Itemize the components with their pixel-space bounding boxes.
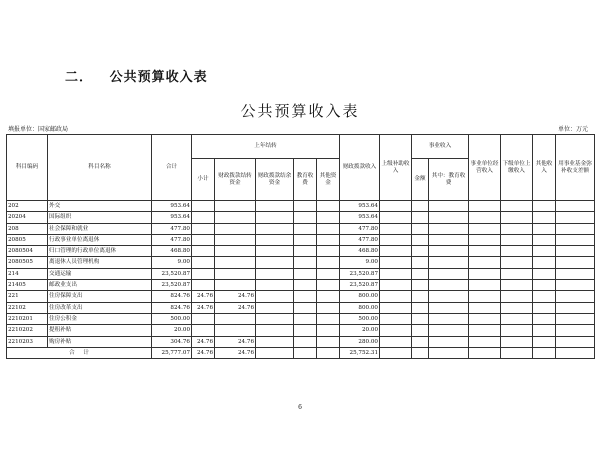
header-prev-other: 其他资金 — [317, 159, 340, 201]
cell-empty — [380, 257, 412, 268]
cell-prev-appropriation: 24.76 — [215, 291, 256, 302]
cell-total: 23,520.87 — [152, 268, 192, 279]
header-prev-appropriation: 财政拨款结转资金 — [215, 159, 256, 201]
cell-code: 2210203 — [7, 336, 48, 347]
cell-prev-special — [256, 246, 294, 257]
table-row — [7, 291, 595, 302]
cell-empty — [501, 268, 533, 279]
cell-code: 221 — [7, 291, 48, 302]
cell-prev-subtotal: 24.76 — [192, 336, 215, 347]
cell-prev-other — [317, 246, 340, 257]
cell-fiscal: 477.80 — [340, 234, 380, 245]
cell-prev-appropriation — [215, 234, 256, 245]
cell-code: 2080504 — [7, 246, 48, 257]
cell-prev-subtotal — [192, 268, 215, 279]
cell-code: 202 — [7, 201, 48, 212]
cell-prev-other — [317, 234, 340, 245]
cell-prev-special — [256, 336, 294, 347]
cell-empty — [556, 336, 595, 347]
cell-empty — [317, 347, 340, 358]
cell-empty — [556, 212, 595, 223]
cell-empty — [469, 302, 501, 313]
header-career-amount: 金额 — [412, 159, 429, 201]
cell-total: 304.76 — [152, 336, 192, 347]
cell-empty — [469, 223, 501, 234]
cell-empty — [380, 280, 412, 291]
cell-empty — [380, 336, 412, 347]
header-total: 合计 — [152, 135, 192, 201]
cell-empty — [501, 280, 533, 291]
cell-fiscal: 468.80 — [340, 246, 380, 257]
cell-prev-subtotal — [192, 280, 215, 291]
table-row — [7, 223, 595, 234]
cell-empty — [429, 347, 469, 358]
table-row — [7, 212, 595, 223]
cell-empty — [501, 291, 533, 302]
cell-empty — [533, 291, 556, 302]
cell-prev-other — [317, 201, 340, 212]
cell-total: 824.76 — [152, 291, 192, 302]
table-row — [7, 234, 595, 245]
cell-empty — [469, 313, 501, 324]
cell-prev-appropriation — [215, 201, 256, 212]
cell-prev-appropriation — [215, 268, 256, 279]
cell-prev-other — [317, 280, 340, 291]
cell-prev-other — [317, 257, 340, 268]
cell-empty — [380, 234, 412, 245]
cell-empty — [469, 336, 501, 347]
cell-name: 国际组织 — [48, 212, 152, 223]
cell-prev-subtotal — [192, 234, 215, 245]
cell-prev-appropriation — [215, 246, 256, 257]
cell-empty — [533, 201, 556, 212]
cell-empty — [380, 223, 412, 234]
cell-prev-other — [317, 313, 340, 324]
cell-name: 社会保障和就业 — [48, 223, 152, 234]
total-prev-subtotal: 24.76 — [192, 347, 215, 358]
cell-empty — [256, 347, 294, 358]
cell-prev-special — [256, 302, 294, 313]
cell-empty — [380, 302, 412, 313]
cell-empty — [501, 201, 533, 212]
cell-empty — [556, 257, 595, 268]
cell-prev-education — [294, 212, 317, 223]
cell-total: 23,520.87 — [152, 280, 192, 291]
cell-prev-education — [294, 280, 317, 291]
cell-fiscal: 953.64 — [340, 212, 380, 223]
cell-empty — [429, 313, 469, 324]
cell-prev-appropriation: 24.76 — [215, 302, 256, 313]
cell-empty — [501, 212, 533, 223]
cell-empty — [501, 246, 533, 257]
cell-empty — [412, 212, 429, 223]
cell-empty — [380, 347, 412, 358]
table-title: 公共预算收入表 — [240, 102, 360, 120]
cell-prev-education — [294, 246, 317, 257]
cell-name: 离退休人员管理机构 — [48, 257, 152, 268]
cell-fiscal: 280.00 — [340, 336, 380, 347]
table-row — [7, 280, 595, 291]
cell-total: 9.00 — [152, 257, 192, 268]
table-row — [7, 246, 595, 257]
cell-prev-special — [256, 212, 294, 223]
header-code: 科目编码 — [7, 135, 48, 201]
cell-name: 交通运输 — [48, 268, 152, 279]
cell-empty — [533, 212, 556, 223]
cell-prev-subtotal: 24.76 — [192, 302, 215, 313]
cell-prev-subtotal — [192, 313, 215, 324]
cell-code: 2080505 — [7, 257, 48, 268]
cell-prev-education — [294, 336, 317, 347]
cell-empty — [412, 223, 429, 234]
cell-fiscal: 477.80 — [340, 223, 380, 234]
cell-empty — [429, 257, 469, 268]
cell-fiscal: 9.00 — [340, 257, 380, 268]
table-row — [7, 268, 595, 279]
cell-empty — [429, 336, 469, 347]
cell-code: 214 — [7, 268, 48, 279]
cell-name: 住房改革支出 — [48, 302, 152, 313]
cell-code: 2210202 — [7, 325, 48, 336]
cell-prev-special — [256, 234, 294, 245]
cell-empty — [412, 257, 429, 268]
cell-empty — [556, 302, 595, 313]
cell-empty — [469, 268, 501, 279]
cell-prev-education — [294, 201, 317, 212]
cell-code: 20204 — [7, 212, 48, 223]
cell-prev-education — [294, 234, 317, 245]
cell-total: 953.64 — [152, 201, 192, 212]
cell-empty — [501, 234, 533, 245]
cell-total: 953.64 — [152, 212, 192, 223]
header-prev-special: 财政拨款结余资金 — [256, 159, 294, 201]
table-row — [7, 313, 595, 324]
cell-prev-special — [256, 257, 294, 268]
cell-prev-education — [294, 257, 317, 268]
cell-empty — [556, 201, 595, 212]
cell-empty — [469, 347, 501, 358]
total-fiscal: 25,752.31 — [340, 347, 380, 358]
cell-prev-subtotal — [192, 325, 215, 336]
cell-empty — [429, 280, 469, 291]
cell-prev-other — [317, 212, 340, 223]
cell-fiscal: 23,520.87 — [340, 268, 380, 279]
cell-code: 208 — [7, 223, 48, 234]
cell-name: 外交 — [48, 201, 152, 212]
cell-empty — [533, 325, 556, 336]
cell-empty — [469, 234, 501, 245]
header-operating: 事业单位经营收入 — [469, 135, 501, 201]
cell-empty — [501, 313, 533, 324]
cell-fiscal: 20.00 — [340, 325, 380, 336]
total-label: 合 计 — [7, 347, 152, 358]
cell-empty — [429, 246, 469, 257]
cell-prev-other — [317, 336, 340, 347]
cell-empty — [429, 223, 469, 234]
cell-empty — [429, 325, 469, 336]
cell-empty — [429, 291, 469, 302]
header-prev-subtotal: 小计 — [192, 159, 215, 201]
cell-empty — [556, 246, 595, 257]
cell-prev-special — [256, 201, 294, 212]
header-other-income: 其他收入 — [533, 135, 556, 201]
cell-prev-education — [294, 325, 317, 336]
cell-prev-other — [317, 291, 340, 302]
cell-prev-special — [256, 313, 294, 324]
budget-table — [6, 134, 595, 359]
cell-empty — [412, 336, 429, 347]
header-fund-use: 用事业基金弥补收支差额 — [556, 135, 595, 201]
cell-fiscal: 953.64 — [340, 201, 380, 212]
cell-empty — [412, 280, 429, 291]
cell-empty — [501, 325, 533, 336]
cell-empty — [412, 291, 429, 302]
cell-prev-subtotal — [192, 246, 215, 257]
header-fiscal: 财政拨款收入 — [340, 135, 380, 201]
cell-prev-special — [256, 291, 294, 302]
cell-empty — [469, 325, 501, 336]
cell-name: 提租补贴 — [48, 325, 152, 336]
cell-empty — [533, 257, 556, 268]
cell-prev-other — [317, 325, 340, 336]
cell-total: 477.80 — [152, 223, 192, 234]
cell-empty — [429, 201, 469, 212]
cell-prev-appropriation: 24.76 — [215, 336, 256, 347]
header-prev-education: 教育收费 — [294, 159, 317, 201]
cell-prev-special — [256, 325, 294, 336]
cell-empty — [412, 313, 429, 324]
cell-empty — [469, 246, 501, 257]
cell-empty — [429, 212, 469, 223]
cell-prev-subtotal — [192, 223, 215, 234]
header-subsidy: 上级补助收入 — [380, 135, 412, 201]
cell-empty — [501, 302, 533, 313]
total-row — [7, 347, 595, 358]
cell-prev-subtotal — [192, 201, 215, 212]
cell-empty — [380, 313, 412, 324]
cell-prev-education — [294, 302, 317, 313]
cell-code: 20805 — [7, 234, 48, 245]
cell-empty — [533, 223, 556, 234]
cell-empty — [412, 268, 429, 279]
cell-empty — [556, 280, 595, 291]
cell-empty — [380, 291, 412, 302]
cell-empty — [501, 347, 533, 358]
cell-empty — [412, 302, 429, 313]
cell-prev-subtotal — [192, 257, 215, 268]
cell-prev-special — [256, 268, 294, 279]
cell-empty — [556, 291, 595, 302]
cell-empty — [556, 347, 595, 358]
table-row — [7, 302, 595, 313]
table-body — [7, 201, 595, 359]
cell-empty — [380, 201, 412, 212]
cell-empty — [469, 212, 501, 223]
cell-prev-education — [294, 291, 317, 302]
cell-empty — [533, 268, 556, 279]
cell-prev-education — [294, 223, 317, 234]
cell-empty — [429, 234, 469, 245]
cell-prev-special — [256, 280, 294, 291]
cell-empty — [412, 325, 429, 336]
cell-empty — [412, 246, 429, 257]
section-title: 二． 公共预算收入表 — [65, 70, 208, 85]
table-row — [7, 325, 595, 336]
cell-empty — [294, 347, 317, 358]
header-prev-year: 上年结转 — [192, 135, 340, 159]
cell-fiscal: 800.00 — [340, 291, 380, 302]
total-amount: 25,777.07 — [152, 347, 192, 358]
table-row — [7, 201, 595, 212]
total-prev-appropriation: 24.76 — [215, 347, 256, 358]
reporting-unit: 填报单位：国家邮政局 — [8, 126, 69, 133]
header-subordinate: 下级单位上缴收入 — [501, 135, 533, 201]
cell-prev-appropriation — [215, 212, 256, 223]
cell-empty — [501, 257, 533, 268]
cell-empty — [380, 246, 412, 257]
cell-empty — [412, 234, 429, 245]
cell-code: 2210201 — [7, 313, 48, 324]
header-career-edu: 其中：教育收费 — [429, 159, 469, 201]
header-name: 科目名称 — [48, 135, 152, 201]
cell-empty — [556, 268, 595, 279]
cell-empty — [380, 325, 412, 336]
cell-name: 购房补贴 — [48, 336, 152, 347]
cell-empty — [429, 268, 469, 279]
cell-empty — [556, 313, 595, 324]
cell-prev-appropriation — [215, 223, 256, 234]
cell-empty — [533, 280, 556, 291]
cell-fiscal: 800.00 — [340, 302, 380, 313]
cell-empty — [469, 280, 501, 291]
cell-empty — [501, 336, 533, 347]
cell-empty — [533, 302, 556, 313]
cell-total: 500.00 — [152, 313, 192, 324]
cell-prev-education — [294, 268, 317, 279]
cell-empty — [469, 291, 501, 302]
cell-empty — [380, 212, 412, 223]
table-row — [7, 257, 595, 268]
cell-empty — [429, 302, 469, 313]
cell-prev-special — [256, 223, 294, 234]
cell-prev-education — [294, 313, 317, 324]
cell-empty — [533, 313, 556, 324]
cell-empty — [556, 223, 595, 234]
cell-empty — [556, 325, 595, 336]
cell-empty — [380, 268, 412, 279]
cell-prev-appropriation — [215, 313, 256, 324]
cell-total: 477.80 — [152, 234, 192, 245]
cell-total: 824.76 — [152, 302, 192, 313]
cell-empty — [412, 201, 429, 212]
cell-prev-other — [317, 268, 340, 279]
cell-fiscal: 500.00 — [340, 313, 380, 324]
cell-name: 行政事业单位离退休 — [48, 234, 152, 245]
cell-prev-other — [317, 223, 340, 234]
cell-empty — [469, 201, 501, 212]
cell-fiscal: 23,520.87 — [340, 280, 380, 291]
cell-name: 邮政业支出 — [48, 280, 152, 291]
cell-code: 21405 — [7, 280, 48, 291]
cell-prev-appropriation — [215, 280, 256, 291]
table-row — [7, 336, 595, 347]
cell-name: 住房公积金 — [48, 313, 152, 324]
cell-prev-subtotal — [192, 212, 215, 223]
cell-empty — [533, 347, 556, 358]
cell-name: 住房保障支出 — [48, 291, 152, 302]
cell-empty — [469, 257, 501, 268]
cell-total: 20.00 — [152, 325, 192, 336]
cell-prev-appropriation — [215, 325, 256, 336]
cell-empty — [533, 246, 556, 257]
currency-unit: 单位：万元 — [557, 126, 588, 133]
cell-empty — [533, 336, 556, 347]
cell-empty — [412, 347, 429, 358]
cell-empty — [556, 234, 595, 245]
cell-total: 468.80 — [152, 246, 192, 257]
cell-empty — [501, 223, 533, 234]
cell-prev-appropriation — [215, 257, 256, 268]
header-career: 事业收入 — [412, 135, 469, 159]
cell-name: 归口管理的行政单位离退休 — [48, 246, 152, 257]
cell-prev-other — [317, 302, 340, 313]
cell-empty — [533, 234, 556, 245]
cell-code: 22102 — [7, 302, 48, 313]
page-number: 6 — [298, 404, 302, 411]
cell-prev-subtotal: 24.76 — [192, 291, 215, 302]
